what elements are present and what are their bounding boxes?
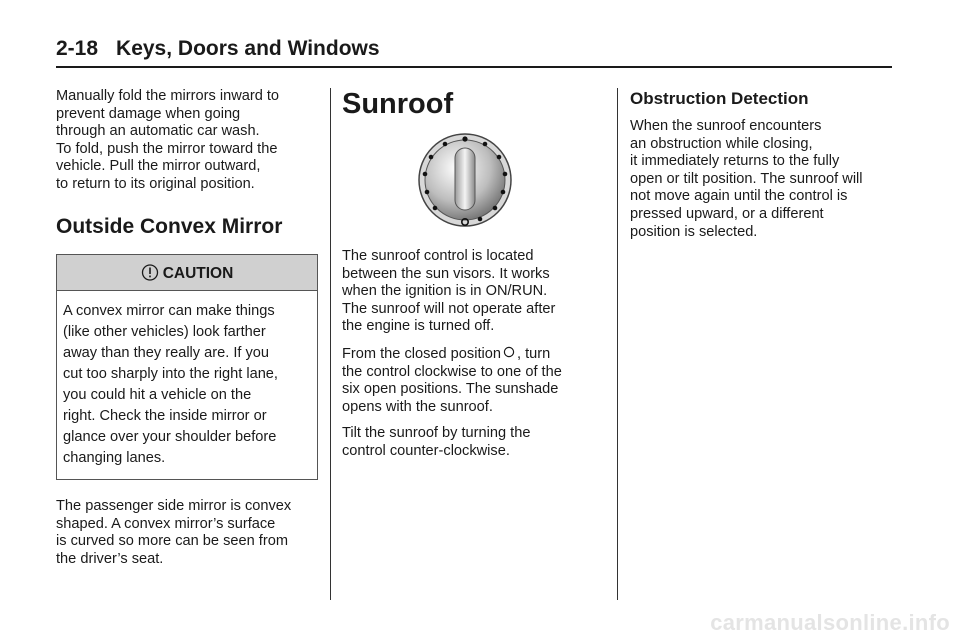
caution-box [56, 254, 318, 481]
text-line: the control clockwise to one of the [342, 363, 562, 380]
text-line: glance over your shoulder before [63, 429, 277, 446]
column-divider-right [617, 88, 618, 600]
caution-body [57, 291, 317, 479]
text-line: through an automatic car wash. [56, 123, 260, 140]
intro-paragraph [56, 88, 318, 194]
text-line: not move again until the control is [630, 188, 848, 205]
text-line: position is selected. [630, 223, 758, 240]
text-line: an obstruction while closing, [630, 135, 813, 152]
text-line: vehicle. Pull the mirror outward, [56, 158, 261, 175]
text-line: right. Check the inside mirror or [63, 408, 267, 425]
text-line: A convex mirror can make things [63, 303, 275, 320]
column-divider-left [330, 88, 331, 600]
text-line: you could hit a vehicle on the [63, 387, 252, 404]
text-line: When the sunroof encounters [630, 118, 822, 134]
watermark: carmanualsonline.info [710, 610, 950, 635]
obstruction-detection-heading: Obstruction Detection [630, 89, 809, 108]
sunroof-control-knob-illustration [417, 130, 513, 230]
closed-position-icon [503, 345, 515, 359]
column-obstruction [630, 88, 892, 250]
column-sunroof [342, 88, 588, 470]
text-line: The sunroof will not operate after [342, 300, 556, 317]
caution-text [63, 301, 309, 469]
text-line: changing lanes. [63, 450, 166, 467]
text-line: six open positions. The sunshade [342, 381, 559, 398]
text-line: , turn [517, 345, 551, 362]
text-line: the engine is turned off. [342, 318, 495, 335]
text-line: away than they really are. If you [63, 345, 270, 362]
text-line: To fold, push the mirror toward the [56, 140, 278, 157]
text-line: opens with the sunroof. [342, 398, 493, 415]
page-title [56, 36, 892, 62]
warning-icon [141, 264, 159, 281]
page-number: 2-18 [56, 37, 99, 60]
caution-header [57, 255, 317, 292]
caution-label: CAUTION [162, 264, 234, 282]
text-line: The passenger side mirror is convex [56, 498, 292, 515]
sunroof-location-paragraph [342, 248, 588, 336]
sunroof-tilt-paragraph [342, 425, 588, 460]
column-mirrors [56, 88, 318, 578]
text-line: Manually fold the mirrors inward to [56, 88, 280, 104]
convex-mirror-paragraph [56, 498, 318, 568]
text-line: Tilt the sunroof by turning the [342, 425, 531, 442]
text-line: The sunroof control is located [342, 248, 534, 264]
text-line: the driver’s seat. [56, 550, 164, 567]
outside-convex-mirror-heading: Outside Convex Mirror [56, 214, 283, 238]
sunroof-open-paragraph [342, 345, 588, 416]
text-line: when the ignition is in ON/RUN. [342, 283, 548, 300]
section-title: Keys, Doors and Windows [116, 37, 380, 60]
text-line: (like other vehicles) look farther [63, 324, 266, 341]
text-line: to return to its original position. [56, 175, 255, 192]
sunroof-heading: Sunroof [342, 88, 454, 120]
text-line: it immediately returns to the fully [630, 153, 840, 170]
text-line: pressed upward, or a different [630, 205, 824, 222]
text-line: open or tilt position. The sunroof will [630, 170, 863, 187]
text-line: prevent damage when going [56, 105, 241, 122]
page-header [56, 36, 892, 68]
text-line: From the closed position [342, 345, 501, 362]
text-line: is curved so more can be seen from [56, 533, 288, 550]
text-line: shaped. A convex mirror’s surface [56, 515, 276, 532]
text-line: cut too sharply into the right lane, [63, 366, 278, 383]
text-line: control counter-clockwise. [342, 442, 510, 459]
text-line: between the sun visors. It works [342, 265, 550, 282]
obstruction-paragraph [630, 118, 892, 241]
